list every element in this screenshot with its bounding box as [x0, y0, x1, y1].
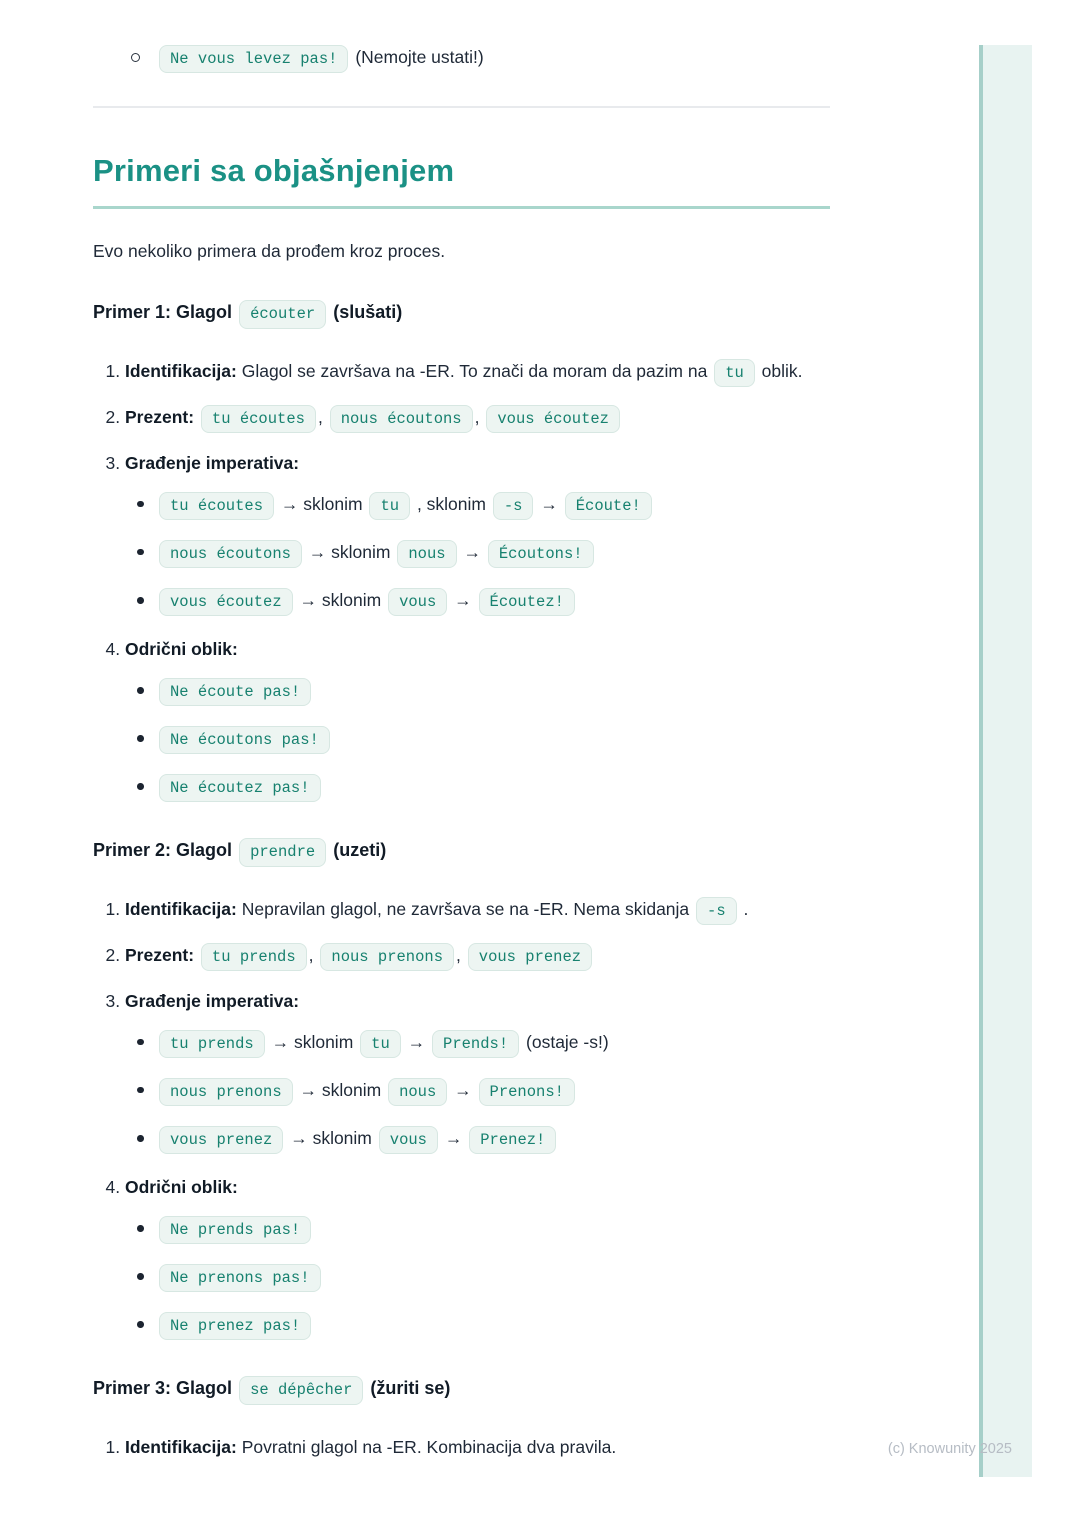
- step-label: Građenje imperativa:: [125, 990, 300, 1011]
- imperative-row: [157, 539, 830, 569]
- translation-text: (Nemojte ustati!): [355, 47, 484, 67]
- example-2-title: [93, 837, 830, 867]
- step-label: Prezent:: [125, 944, 195, 965]
- arrow-text: → sklonim: [271, 1031, 354, 1052]
- separator: ,: [317, 406, 323, 427]
- form-code: Ne prenons pas!: [159, 1264, 321, 1292]
- form-code: vous prenez: [159, 1126, 283, 1154]
- form-code: nous prenons: [320, 943, 454, 971]
- inline-code: tu: [714, 359, 755, 387]
- drop-code: -s: [493, 492, 534, 520]
- arrow-text: → sklonim: [308, 541, 391, 562]
- step-gradjenje: [125, 987, 830, 1155]
- step-label: Identifikacija:: [125, 360, 237, 381]
- form-code: Ne prenez pas!: [159, 1312, 311, 1340]
- step-label: Identifikacija:: [125, 1436, 237, 1457]
- form-code: tu prends: [159, 1030, 265, 1058]
- verb-code: écouter: [239, 300, 326, 328]
- imperative-row: [157, 1077, 830, 1107]
- example-2-steps: [93, 895, 830, 1342]
- result-code: Écoute!: [565, 492, 652, 520]
- form-code: Ne prends pas!: [159, 1216, 311, 1244]
- inline-code: -s: [696, 897, 737, 925]
- step-text: , sklonim: [416, 493, 486, 514]
- step-label: Odrični oblik:: [125, 639, 238, 660]
- side-scroll-strip: [979, 45, 1032, 1477]
- step-text: Glagol se završava na -ER. To znači da moram da pazim na: [241, 360, 708, 381]
- negative-forms-sublist: [93, 44, 830, 74]
- result-code: Écoutons!: [488, 540, 594, 568]
- negative-row: [157, 773, 830, 803]
- example-title-suffix: (žuriti se): [370, 1378, 451, 1399]
- imperative-row: [157, 1125, 830, 1155]
- document-content: [93, 0, 830, 1477]
- step-odricni: [125, 1173, 830, 1341]
- imperative-rows: [125, 1029, 830, 1155]
- form-code: tu écoutes: [159, 492, 274, 520]
- step-identifikacija: [125, 895, 830, 926]
- negative-row: [157, 725, 830, 755]
- result-code: Prends!: [432, 1030, 519, 1058]
- example-1-steps: [93, 357, 830, 804]
- form-code: tu écoutes: [201, 405, 316, 433]
- form-code: Ne écoute pas!: [159, 678, 311, 706]
- arrow-icon: →: [540, 493, 558, 514]
- example-3-title: [93, 1375, 830, 1405]
- step-label: Građenje imperativa:: [125, 452, 300, 473]
- example-title-suffix: (uzeti): [333, 840, 387, 861]
- step-identifikacija: [125, 357, 830, 388]
- step-text: Nepravilan glagol, ne završava se na -ER. Nema skidanja: [241, 898, 690, 919]
- drop-code: nous: [397, 540, 456, 568]
- step-prezent: [125, 403, 830, 434]
- arrow-text: → sklonim: [299, 1079, 382, 1100]
- arrow-icon: →: [454, 590, 472, 611]
- step-text: Povratni glagol na -ER. Kombinacija dva pravila.: [241, 1436, 617, 1457]
- example-title-suffix: (slušati): [333, 302, 403, 323]
- drop-code: vous: [379, 1126, 438, 1154]
- form-code: vous prenez: [468, 943, 592, 971]
- arrow-icon: →: [444, 1128, 463, 1149]
- step-odricni: [125, 635, 830, 803]
- arrow-icon: →: [407, 1031, 426, 1052]
- step-label: Identifikacija:: [125, 898, 237, 919]
- imperative-row: [157, 491, 830, 521]
- step-label: Odrični oblik:: [125, 1177, 238, 1198]
- verb-code: se dépêcher: [239, 1376, 363, 1404]
- form-code: vous écoutez: [159, 588, 293, 616]
- form-code: Ne écoutez pas!: [159, 774, 321, 802]
- negative-rows: [125, 1215, 830, 1341]
- inline-code: Ne vous levez pas!: [159, 45, 348, 73]
- form-code: nous écoutons: [159, 540, 302, 568]
- note-text: (ostaje -s!): [526, 1031, 609, 1052]
- verb-code: prendre: [239, 838, 326, 866]
- step-text: oblik.: [761, 360, 803, 381]
- negative-row: [157, 1263, 830, 1293]
- section-divider: [93, 106, 830, 108]
- step-gradjenje: [125, 449, 830, 617]
- drop-code: tu: [369, 492, 410, 520]
- drop-code: nous: [388, 1078, 447, 1106]
- form-code: nous prenons: [159, 1078, 293, 1106]
- example-title-prefix: Primer 3: Glagol: [93, 1378, 233, 1399]
- example-title-prefix: Primer 1: Glagol: [93, 302, 233, 323]
- arrow-text: → sklonim: [290, 1128, 372, 1149]
- step-prezent: [125, 941, 830, 972]
- imperative-rows: [125, 491, 830, 617]
- separator: ,: [474, 406, 480, 427]
- result-code: Prenez!: [469, 1126, 556, 1154]
- imperative-row: [157, 587, 830, 617]
- drop-code: vous: [388, 588, 447, 616]
- form-code: nous écoutons: [330, 405, 473, 433]
- separator: ,: [456, 944, 461, 965]
- negative-row: [157, 1311, 830, 1341]
- form-code: vous écoutez: [486, 405, 620, 433]
- result-code: Écoutez!: [479, 588, 575, 616]
- form-code: Ne écoutons pas!: [159, 726, 330, 754]
- separator: ,: [308, 944, 314, 965]
- negative-row: [157, 677, 830, 707]
- page-title: Primeri sa objašnjenjem: [93, 152, 830, 209]
- arrow-icon: →: [454, 1079, 472, 1100]
- result-code: Prenons!: [479, 1078, 575, 1106]
- example-3-steps: [93, 1433, 830, 1462]
- arrow-icon: →: [463, 541, 481, 562]
- step-identifikacija: [125, 1433, 830, 1462]
- watermark: (c) Knowunity 2025: [887, 1441, 1012, 1457]
- imperative-row: [157, 1029, 830, 1059]
- step-text: .: [743, 898, 749, 919]
- arrow-text: → sklonim: [299, 590, 382, 611]
- step-label: Prezent:: [125, 406, 195, 427]
- drop-code: tu: [360, 1030, 401, 1058]
- example-title-prefix: Primer 2: Glagol: [93, 840, 233, 861]
- list-item: [93, 44, 830, 74]
- negative-row: [157, 1215, 830, 1245]
- example-1-title: [93, 299, 830, 329]
- form-code: tu prends: [201, 943, 307, 971]
- negative-rows: [125, 677, 830, 803]
- arrow-text: → sklonim: [280, 493, 363, 514]
- intro-paragraph: Evo nekoliko primera da prođem kroz proces.: [93, 241, 446, 262]
